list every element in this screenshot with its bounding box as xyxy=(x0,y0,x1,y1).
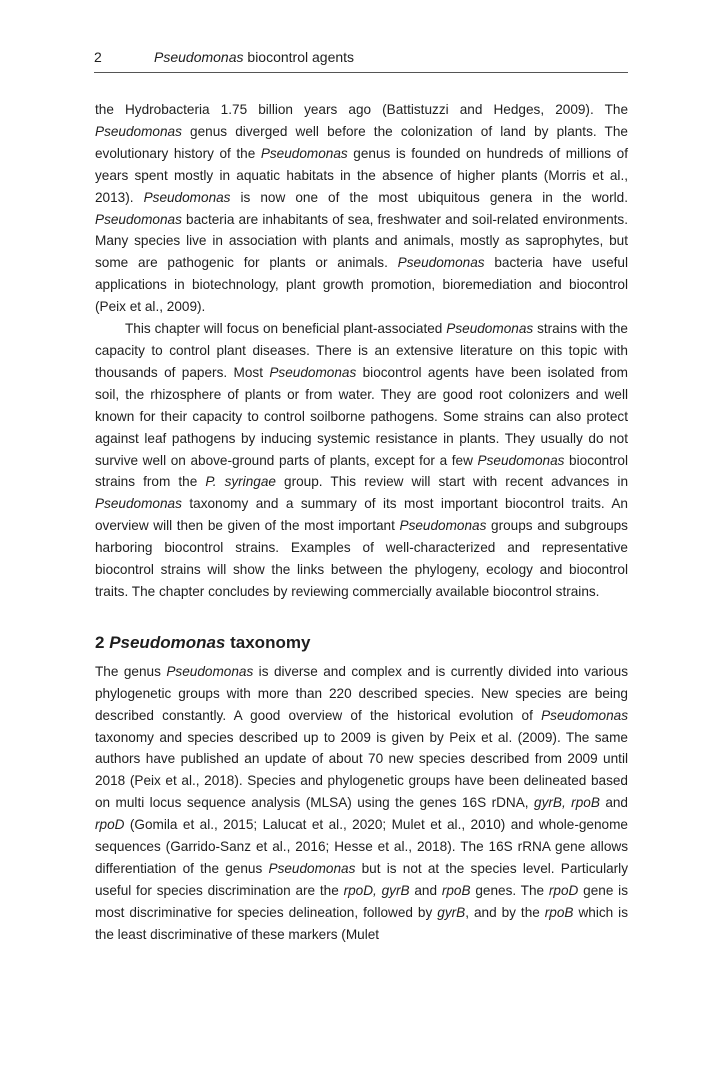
text-run: (Gomila et al., 2015; Lalucat et al., 2020; Mulet et al., 2010) and whole-genome sequences (Garrido-Sanz et al., 2016; Hesse et al., 2018). The 16S rRNA gene allows differentiation of the genus xyxy=(95,817,628,876)
text-run: and xyxy=(599,795,628,811)
italic-run: gyrB xyxy=(437,904,466,920)
text-run: taxonomy and species described up to 2009 is given by Peix et al. (2009). The same authors have published an update of about 70 new species described from 2009 until 2018 (Peix et al., 2018). Species and phylogenetic groups have been delineated based on multi locus sequence analysis (MLSA) using the genes 16S rDNA, xyxy=(95,729,628,811)
italic-run: Pseudomonas xyxy=(399,518,487,534)
text-run: strains with the capacity to control plant diseases. There is an extensive literature on this topic with thousands of papers. Most xyxy=(95,321,628,380)
text-run: gene is most discriminative for species delineation, followed by xyxy=(95,882,629,920)
text-run: biocontrol agents have been isolated from soil, the rhizosphere of plants or from water. They are good root colonizers and well known for their capacity to control soilborne pathogens. Some strains can also protect against leaf pathogens by inducing systemic resistance in plants. They usually do not survive well on above-ground parts of plants, except for a few xyxy=(95,364,628,468)
page-number: 2 xyxy=(94,49,102,65)
running-header xyxy=(94,48,628,73)
text-run: is now one of the most ubiquitous genera in the world. xyxy=(230,189,628,205)
text-run: is diverse and complex and is currently divided into various phylogenetic groups with more than 220 described species. New species are being described constantly. A good overview of the historical evolution of xyxy=(95,663,628,723)
text-run: and xyxy=(409,882,442,898)
italic-run: Pseudomonas xyxy=(268,861,356,876)
text-run: This chapter will focus on beneficial plant-associated xyxy=(125,321,447,337)
italic-run: Pseudomonas xyxy=(477,452,565,468)
italic-run: Pseudomonas xyxy=(95,496,182,512)
italic-run: Pseudomonas xyxy=(95,123,182,139)
text-run: , and by the xyxy=(465,904,545,920)
running-title xyxy=(154,48,354,66)
italic-run: Pseudomonas xyxy=(95,211,182,227)
text-run: biocontrol strains from the xyxy=(95,452,628,490)
italic-run: Pseudomonas xyxy=(166,663,254,679)
body-text xyxy=(95,99,628,946)
paragraph-3 xyxy=(95,661,628,946)
italic-run: Pseudomonas xyxy=(446,321,534,337)
text-run: groups and subgroups harboring biocontrol strains. Examples of well-characterized and representative biocontrol strains will show the links between the phylogeny, ecology and biocontrol traits. The chapter concludes by reviewing commercially available biocontrol strains. xyxy=(95,518,628,599)
section-heading xyxy=(95,632,628,654)
italic-run: Pseudomonas xyxy=(143,189,231,205)
text-run: bacteria are inhabitants of sea, freshwater and soil-related environments. Many species live in association with plants and animals, mostly as saprophytes, but some are pathogenic for plants or animals. xyxy=(95,211,628,271)
section-number: 2 xyxy=(95,632,110,652)
italic-run: P. syringae xyxy=(205,474,276,490)
italic-run: rpoD xyxy=(95,817,125,833)
text-run: The genus xyxy=(95,663,167,679)
text-run: genus is founded on hundreds of millions of years spent mostly in aquatic habitats in the absence of higher plants (Morris et al., 2013). xyxy=(95,145,628,205)
section-heading-rest: taxonomy xyxy=(225,632,311,652)
italic-run: gyrB, rpoB xyxy=(534,795,600,811)
paragraph-1 xyxy=(95,99,628,318)
italic-run: Pseudomonas xyxy=(269,364,357,380)
italic-run: rpoB xyxy=(441,882,471,898)
section-heading-italic: Pseudomonas xyxy=(109,632,226,652)
italic-run: rpoD xyxy=(548,882,579,898)
italic-run: Pseudomonas xyxy=(541,707,628,723)
paragraph-2 xyxy=(95,318,628,603)
running-title-rest: biocontrol agents xyxy=(243,49,355,65)
running-title-italic: Pseudomonas xyxy=(154,49,244,65)
text-run: the Hydrobacteria 1.75 billion years ago (Battistuzzi and Hedges, 2009). The xyxy=(95,102,628,117)
italic-run: rpoD, gyrB xyxy=(343,882,410,898)
text-run: genes. The xyxy=(470,882,549,898)
text-run: bacteria have useful applications in biotechnology, plant growth promotion, bioremediation and biocontrol (Peix et al., 2009). xyxy=(95,255,628,315)
italic-run: Pseudomonas xyxy=(260,145,348,161)
text-run: genus diverged well before the colonization of land by plants. The evolutionary history of the xyxy=(95,123,628,161)
italic-run: Pseudomonas xyxy=(397,255,485,271)
italic-run: rpoB xyxy=(544,904,574,920)
text-run: taxonomy and a summary of its most important biocontrol traits. An overview will then be given of the most important xyxy=(95,496,628,534)
text-run: but is not at the species level. Particularly useful for species discrimination are the xyxy=(95,861,629,898)
text-run: which is the least discriminative of these markers (Mulet xyxy=(95,904,628,942)
text-run: group. This review will start with recent advances in xyxy=(275,474,629,490)
